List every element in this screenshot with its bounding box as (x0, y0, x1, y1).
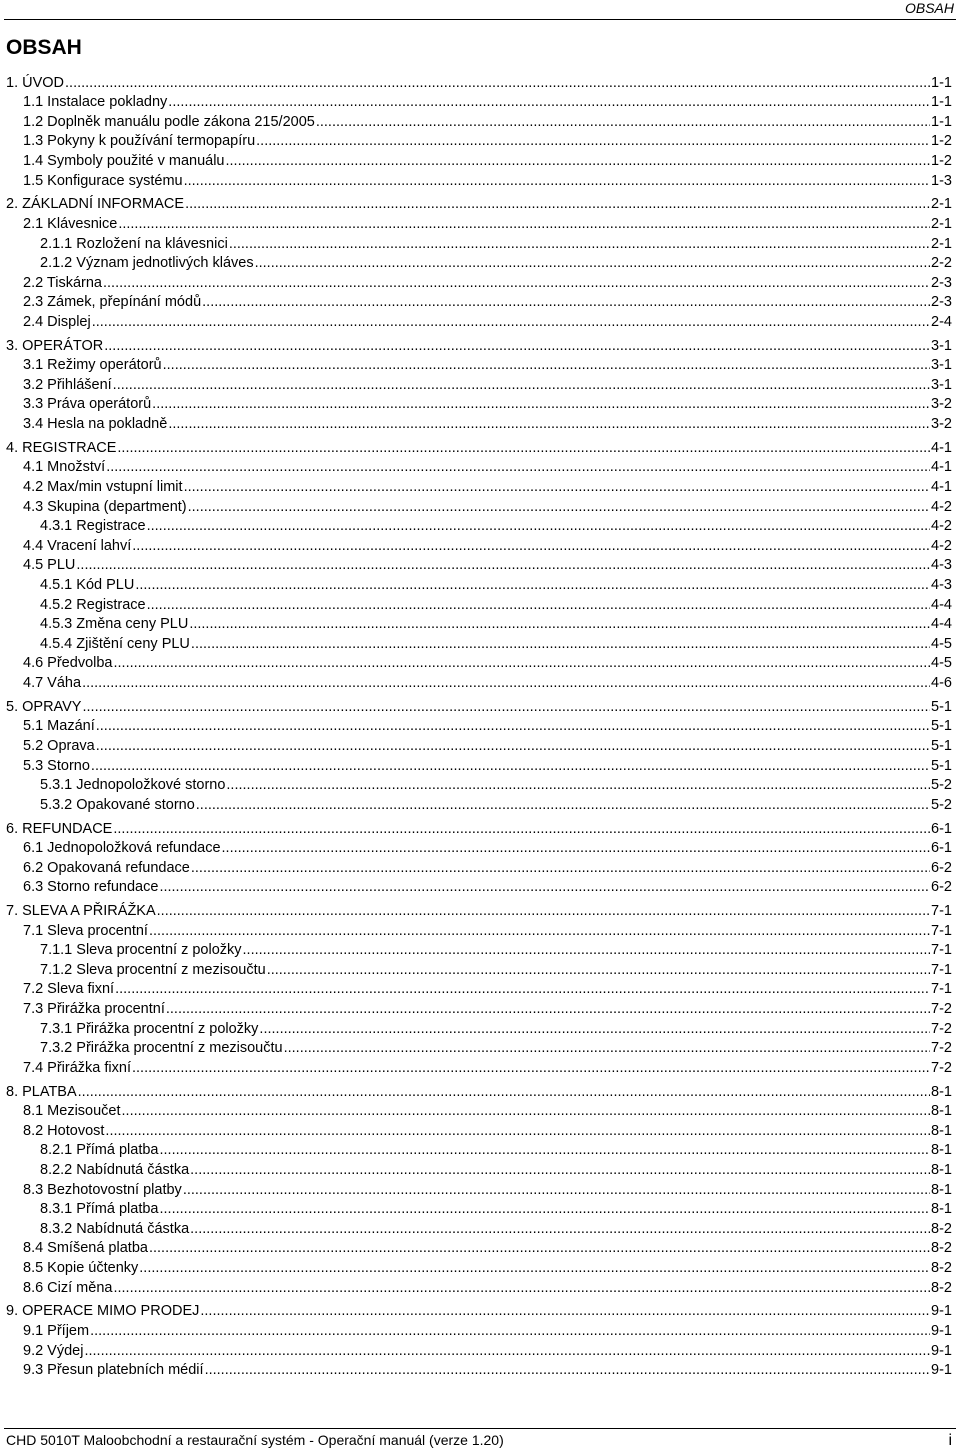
toc-entry[interactable] (6, 1321, 952, 1341)
toc-dot-leader (132, 1059, 930, 1078)
toc-dot-leader (104, 337, 930, 356)
toc-dot-leader (96, 737, 930, 756)
toc-entry-page: 9-1 (931, 1322, 952, 1339)
toc-dot-leader (202, 293, 930, 312)
toc-entry[interactable] (6, 575, 952, 595)
toc-entry-label: 7.3.2 Přirážka procentní z mezisoučtu (40, 1040, 283, 1057)
toc-entry-page: 6-2 (931, 859, 952, 876)
toc-entry[interactable] (6, 858, 952, 878)
toc-entry-page: 3-2 (931, 416, 952, 433)
toc-entry[interactable] (6, 438, 952, 458)
toc-entry-page: 8-1 (931, 1161, 952, 1178)
toc-entry[interactable] (6, 634, 952, 654)
toc-entry[interactable] (6, 1341, 952, 1361)
toc-entry-label: 8.3.2 Nabídnutá částka (40, 1220, 190, 1237)
toc-entry[interactable] (6, 93, 952, 113)
toc-entry[interactable] (6, 795, 952, 815)
toc-entry[interactable] (6, 234, 952, 254)
toc-entry-label: 4.3 Skupina (department) (23, 498, 187, 515)
toc-entry-page: 5-2 (931, 777, 952, 794)
toc-entry-label: 4.5.4 Zjištění ceny PLU (40, 635, 190, 652)
toc-entry-label: 6.1 Jednopoložková refundace (23, 840, 221, 857)
toc-entry-label: 7.3 Přirážka procentní (23, 1001, 165, 1018)
footer-page-number: i (948, 1432, 952, 1449)
toc-entry-page: 1-2 (931, 152, 952, 169)
toc-entry[interactable] (6, 1160, 952, 1180)
toc-dot-leader (205, 1361, 930, 1380)
toc-entry[interactable] (6, 697, 952, 717)
toc-entry[interactable] (6, 132, 952, 152)
toc-dot-leader (113, 820, 930, 839)
toc-entry[interactable] (6, 1258, 952, 1278)
toc-dot-leader (149, 922, 930, 941)
toc-entry-label: 5. OPRAVY (6, 698, 82, 715)
toc-entry-label: 8.2.1 Přímá platba (40, 1142, 159, 1159)
toc-entry-page: 7-1 (931, 961, 952, 978)
toc-entry[interactable] (6, 654, 952, 674)
toc-entry[interactable] (6, 776, 952, 796)
toc-entry-page: 1-1 (931, 74, 952, 91)
toc-dot-leader (82, 674, 930, 693)
toc-dot-leader (149, 1239, 930, 1258)
toc-entry-page: 4-2 (931, 537, 952, 554)
toc-dot-leader (160, 1200, 931, 1219)
toc-entry-label: 8.1 Mezisoučet (23, 1103, 121, 1120)
toc-dot-leader (200, 1302, 930, 1321)
toc-entry-label: 5.2 Oprava (23, 737, 95, 754)
toc-entry[interactable] (6, 1302, 952, 1322)
toc-entry[interactable] (6, 1219, 952, 1239)
toc-entry-page: 1-1 (931, 94, 952, 111)
toc-dot-leader (284, 1039, 930, 1058)
toc-entry-page: 9-1 (931, 1303, 952, 1320)
toc-entry-label: 4.4 Vracení lahví (23, 537, 132, 554)
toc-dot-leader (115, 980, 930, 999)
toc-entry[interactable] (6, 595, 952, 615)
toc-dot-leader (147, 517, 930, 536)
toc-entry-label: 4.1 Množství (23, 459, 106, 476)
toc-entry-page: 4-2 (931, 518, 952, 535)
toc-entry-page: 1-2 (931, 133, 952, 150)
toc-entry[interactable] (6, 293, 952, 313)
toc-entry-label: 6. REFUNDACE (6, 820, 113, 837)
toc-dot-leader (184, 172, 930, 191)
toc-entry[interactable] (6, 1239, 952, 1259)
toc-entry-page: 6-1 (931, 840, 952, 857)
toc-dot-leader (191, 859, 930, 878)
toc-entry-label: 8.3.1 Přímá platba (40, 1201, 159, 1218)
toc-entry-label: 9. OPERACE MIMO PRODEJ (6, 1303, 200, 1320)
toc-dot-leader (96, 717, 930, 736)
toc-entry-page: 2-1 (931, 196, 952, 213)
toc-entry[interactable] (6, 960, 952, 980)
toc-entry-label: 7.2 Sleva fixní (23, 981, 115, 998)
toc-entry-page: 5-1 (931, 698, 952, 715)
toc-dot-leader (226, 152, 931, 171)
toc-entry-page: 8-2 (931, 1279, 952, 1296)
toc-entry-label: 8.4 Smíšená platba (23, 1240, 148, 1257)
toc-dot-leader (78, 1083, 930, 1102)
toc-entry-page: 3-1 (931, 357, 952, 374)
toc-entry[interactable] (6, 73, 952, 93)
toc-entry[interactable] (6, 312, 952, 332)
toc-entry-page: 3-2 (931, 396, 952, 413)
toc-entry-label: 7. SLEVA A PŘIRÁŽKA (6, 903, 156, 920)
toc-dot-leader (166, 1000, 930, 1019)
toc-entry-label: 9.3 Přesun platebních médií (23, 1362, 204, 1379)
toc-dot-leader (190, 1161, 930, 1180)
toc-entry-label: 5.3 Storno (23, 757, 90, 774)
toc-dot-leader (185, 195, 930, 214)
toc-entry-label: 4.5.1 Kód PLU (40, 577, 135, 593)
toc-entry-label: 4.2 Max/min vstupní limit (23, 479, 183, 496)
toc-entry-label: 1.5 Konfigurace systému (23, 172, 183, 189)
toc-entry-page: 4-6 (931, 674, 952, 691)
toc-entry-page: 7-1 (931, 981, 952, 998)
toc-entry-page: 9-1 (931, 1362, 952, 1379)
toc-entry-label: 4.5.3 Změna ceny PLU (40, 616, 189, 633)
toc-dot-leader (184, 478, 930, 497)
toc-dot-leader (76, 556, 930, 575)
toc-dot-leader (168, 93, 930, 112)
toc-entry[interactable] (6, 336, 952, 356)
toc-entry[interactable] (6, 717, 952, 737)
toc-dot-leader (118, 215, 930, 234)
toc-dot-leader (152, 395, 930, 414)
toc-entry-page: 1-3 (931, 172, 952, 189)
toc-entry-page: 8-1 (931, 1142, 952, 1159)
toc-entry-page: 7-2 (931, 1059, 952, 1076)
toc-entry-label: 1. ÚVOD (6, 74, 65, 91)
toc-dot-leader (256, 132, 930, 151)
toc-dot-leader (189, 615, 930, 634)
toc-dot-leader (316, 113, 930, 132)
toc-entry-page: 2-3 (931, 274, 952, 291)
toc-entry-page: 3-1 (931, 337, 952, 354)
toc-entry-page: 4-1 (931, 439, 952, 456)
header-rule (4, 19, 956, 20)
toc-entry-page: 4-2 (931, 498, 952, 515)
running-header-title: OBSAH (904, 0, 954, 16)
toc-dot-leader (191, 635, 930, 654)
toc-entry-page: 4-1 (931, 479, 952, 496)
toc-dot-leader (159, 878, 930, 897)
toc-entry-label: 2.3 Zámek, přepínání módů (23, 294, 202, 311)
toc-entry[interactable] (6, 921, 952, 941)
toc-entry-page: 6-2 (931, 879, 952, 896)
toc-dot-leader (267, 961, 930, 980)
toc-dot-leader (135, 576, 930, 595)
toc-entry-label: 7.3.1 Přirážka procentní z položky (40, 1020, 259, 1037)
toc-entry-label: 7.1.1 Sleva procentní z položky (40, 942, 242, 959)
toc-entry-page: 7-1 (931, 903, 952, 920)
toc-dot-leader (113, 654, 930, 673)
toc-entry-page: 7-2 (931, 1001, 952, 1018)
toc-entry-page: 8-2 (931, 1220, 952, 1237)
toc-entry[interactable] (6, 1361, 952, 1381)
toc-entry-page: 7-2 (931, 1040, 952, 1057)
toc-entry[interactable] (6, 517, 952, 537)
toc-dot-leader (103, 274, 930, 293)
toc-entry[interactable] (6, 195, 952, 215)
toc-entry-page: 3-1 (931, 376, 952, 393)
toc-entry-page: 4-3 (931, 557, 952, 574)
toc-entry-page: 7-2 (931, 1020, 952, 1037)
toc-entry[interactable] (6, 736, 952, 756)
toc-entry[interactable] (6, 395, 952, 415)
toc-entry-page: 2-1 (931, 235, 952, 252)
page-title: OBSAH (6, 36, 82, 59)
toc-entry[interactable] (6, 477, 952, 497)
toc-dot-leader (84, 1342, 930, 1361)
toc-entry[interactable] (6, 273, 952, 293)
toc-entry-label: 3.4 Hesla na pokladně (23, 416, 168, 433)
toc-entry-label: 9.1 Příjem (23, 1322, 90, 1339)
toc-entry-page: 2-1 (931, 215, 952, 232)
toc-entry-page: 5-1 (931, 757, 952, 774)
toc-dot-leader (222, 839, 931, 858)
toc-dot-leader (157, 902, 930, 921)
toc-dot-leader (117, 439, 930, 458)
toc-entry[interactable] (6, 254, 952, 274)
toc-dot-leader (190, 1220, 930, 1239)
toc-entry-page: 2-2 (931, 255, 952, 272)
toc-entry-label: 8. PLATBA (6, 1083, 77, 1100)
toc-dot-leader (259, 1020, 930, 1039)
toc-entry[interactable] (6, 1039, 952, 1059)
toc-dot-leader (113, 376, 930, 395)
toc-entry-page: 4-3 (931, 577, 952, 593)
toc-dot-leader (188, 498, 930, 517)
toc-entry-label: 3.3 Práva operátorů (23, 396, 152, 413)
toc-entry-page: 6-1 (931, 820, 952, 837)
toc-entry[interactable] (6, 819, 952, 839)
toc-entry[interactable] (6, 756, 952, 776)
toc-entry[interactable] (6, 1019, 952, 1039)
toc-dot-leader (229, 235, 930, 254)
toc-entry-label: 1.4 Symboly použité v manuálu (23, 152, 225, 169)
toc-entry-page: 2-4 (931, 313, 952, 330)
toc-dot-leader (113, 1279, 930, 1298)
toc-dot-leader (163, 356, 930, 375)
toc-entry[interactable] (6, 839, 952, 859)
toc-entry-page: 4-4 (931, 596, 952, 613)
toc-entry-label: 3.2 Přihlášení (23, 376, 112, 393)
toc-entry[interactable] (6, 1082, 952, 1102)
toc-dot-leader (90, 1322, 930, 1341)
toc-entry-label: 4. REGISTRACE (6, 439, 117, 456)
toc-entry-page: 4-5 (931, 635, 952, 652)
toc-entry-page: 7-1 (931, 942, 952, 959)
toc-dot-leader (139, 1259, 930, 1278)
toc-dot-leader (91, 757, 930, 776)
toc-entry-label: 4.5 PLU (23, 557, 76, 574)
toc-entry-label: 2.2 Tiskárna (23, 274, 102, 291)
toc-entry-label: 1.1 Instalace pokladny (23, 94, 168, 111)
toc-entry-page: 8-2 (931, 1259, 952, 1276)
toc-entry-label: 4.6 Předvolba (23, 655, 113, 672)
toc-entry[interactable] (6, 458, 952, 478)
toc-entry-label: 8.5 Kopie účtenky (23, 1259, 139, 1276)
toc-entry-page: 8-1 (931, 1201, 952, 1218)
toc-entry-label: 2. ZÁKLADNÍ INFORMACE (6, 196, 185, 213)
toc-dot-leader (196, 796, 930, 815)
toc-entry-page: 1-1 (931, 113, 952, 130)
footer-rule (4, 1428, 956, 1429)
toc-entry-label: 2.1.1 Rozložení na klávesnici (40, 235, 228, 252)
toc-entry-label: 4.5.2 Registrace (40, 596, 146, 613)
toc-entry[interactable] (6, 375, 952, 395)
toc-entry-label: 7.1 Sleva procentní (23, 922, 148, 939)
toc-entry-page: 8-1 (931, 1103, 952, 1120)
toc-entry-label: 5.3.2 Opakované storno (40, 796, 195, 813)
toc-entry[interactable] (6, 1141, 952, 1161)
toc-dot-leader (183, 1181, 930, 1200)
toc-dot-leader (255, 254, 930, 273)
toc-entry-page: 8-1 (931, 1083, 952, 1100)
toc-entry[interactable] (6, 151, 952, 171)
toc-dot-leader (122, 1102, 931, 1121)
toc-entry-label: 5.3.1 Jednopoložkové storno (40, 777, 226, 794)
toc-entry[interactable] (6, 414, 952, 434)
toc-entry[interactable] (6, 941, 952, 961)
toc-entry[interactable] (6, 497, 952, 517)
toc-entry-label: 8.3 Bezhotovostní platby (23, 1181, 182, 1198)
toc-entry-page: 4-5 (931, 655, 952, 672)
toc-entry-page: 5-1 (931, 737, 952, 754)
toc-dot-leader (243, 941, 931, 960)
toc-entry-label: 9.2 Výdej (23, 1342, 84, 1359)
toc-dot-leader (226, 776, 930, 795)
toc-entry-label: 8.2 Hotovost (23, 1122, 105, 1139)
toc-entry[interactable] (6, 112, 952, 132)
toc-entry[interactable] (6, 980, 952, 1000)
toc-entry-label: 8.2.2 Nabídnutá částka (40, 1161, 190, 1178)
toc-entry-label: 4.3.1 Registrace (40, 518, 146, 535)
toc-dot-leader (106, 458, 930, 477)
toc-entry[interactable] (6, 1200, 952, 1220)
toc-entry-label: 8.6 Cizí měna (23, 1279, 113, 1296)
toc-entry[interactable] (6, 556, 952, 576)
toc-entry-label: 3.1 Režimy operátorů (23, 357, 162, 374)
toc-entry[interactable] (6, 878, 952, 898)
toc-entry-label: 2.1.2 Význam jednotlivých kláves (40, 255, 254, 272)
toc-entry-label: 6.3 Storno refundace (23, 879, 159, 896)
toc-entry-label: 2.1 Klávesnice (23, 215, 118, 232)
toc-entry[interactable] (6, 999, 952, 1019)
toc-entry-page: 7-1 (931, 922, 952, 939)
toc-entry-label: 3. OPERÁTOR (6, 337, 104, 354)
toc-entry[interactable] (6, 171, 952, 191)
toc-entry-page: 8-2 (931, 1240, 952, 1257)
toc-entry-page: 2-3 (931, 294, 952, 311)
toc-entry[interactable] (6, 536, 952, 556)
toc-dot-leader (105, 1122, 930, 1141)
toc-entry[interactable] (6, 1102, 952, 1122)
toc-dot-leader (168, 415, 930, 434)
toc-entry-label: 6.2 Opakovaná refundace (23, 859, 190, 876)
toc-entry-label: 1.3 Pokyny k používání termopapíru (23, 133, 256, 150)
footer-text: CHD 5010T Maloobchodní a restaurační systém - Operační manuál (verze 1.20) (6, 1432, 504, 1448)
toc-entry-label: 7.4 Přirážka fixní (23, 1059, 131, 1076)
toc-dot-leader (160, 1141, 931, 1160)
toc-entry[interactable] (6, 1278, 952, 1298)
toc-entry-label: 7.1.2 Sleva procentní z mezisoučtu (40, 961, 266, 978)
toc-entry-label: 5.1 Mazání (23, 718, 95, 735)
toc-entry-page: 4-4 (931, 616, 952, 633)
toc-entry[interactable] (6, 673, 952, 693)
toc-dot-leader (147, 596, 930, 615)
toc-dot-leader (132, 537, 930, 556)
toc-entry[interactable] (6, 214, 952, 234)
toc-dot-leader (92, 313, 930, 332)
toc-entry-label: 2.4 Displej (23, 313, 91, 330)
toc-entry-label: 1.2 Doplněk manuálu podle zákona 215/2005 (23, 113, 315, 130)
toc-entry-page: 9-1 (931, 1342, 952, 1359)
toc-dot-leader (82, 698, 930, 717)
toc-dot-leader (65, 74, 930, 93)
toc-entry[interactable] (6, 615, 952, 635)
toc-entry[interactable] (6, 901, 952, 921)
toc-entry[interactable] (6, 356, 952, 376)
toc-entry-page: 8-1 (931, 1181, 952, 1198)
toc-entry-page: 4-1 (931, 459, 952, 476)
toc-entry-page: 8-1 (931, 1122, 952, 1139)
toc-entry[interactable] (6, 1121, 952, 1141)
toc-entry[interactable] (6, 1058, 952, 1078)
toc-entry-page: 5-2 (931, 796, 952, 813)
toc-entry-page: 5-1 (931, 718, 952, 735)
toc-entry-label: 4.7 Váha (23, 674, 82, 691)
table-of-contents (6, 73, 952, 1380)
toc-entry[interactable] (6, 1180, 952, 1200)
